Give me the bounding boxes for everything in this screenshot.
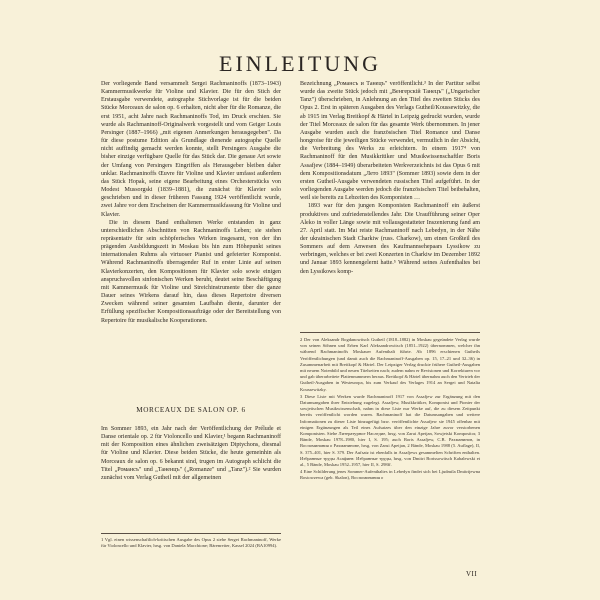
footnote: 3 Diese Liste mit Werken wurde Rachmaninoff 1917 von Assafjew zur Ergänzung mit den Datumsangaben ihrer Entstehung zugelegt. Assafjew, Musikkritiker, Komponist und Pionier der sowjetischen Musikwissenschaft, nahm in diese Liste nur Werke auf, die zu diesem Zeitpunkt bereits veröffentlicht worden waren. Rachmaninoff hat die Datumsangaben und weitere Informationen zu dieser Liste hinzugefügt bzw. veröffentlichte Assafjew sie 1945 offenbar mit einigen Ergänzungen als Teil eines Aufsatzes über den einzige Jahre zuvor verstorbenen Komponisten. Siehe Литературное Наследие, hrsg. von Zarui Apetjan, Sowjetski Kompositor, 3 Bände, Moskau 1978–1980, hier I, S. 195; auch Boris Assafjew, C.B. Рахманинов, in Воспоминания о Рахманинове, hrsg. von Zarui Apetjan, 2 Bände, Moskau 1988 (5. Auflage), II, S. 375–401, hier S. 379. Der Aufsatz ist ebenfalls in Assafjews gesammelten Schriften enthalten. Избранные труды Асафиев: Избранные труды, hrsg. von Dmitri Borissowitsch Kabalewski et al., 5 Bände, Moskau 1952–1957, hier II, S. 298ff. [300,393,480,468]
footnotes-right [300,337,480,483]
paragraph: 1893 war für den jungen Komponisten Rachmaninoff ein äußerst produktives und zufriedenstellendes Jahr. Die Uraufführung seiner Oper Aleko in voller Länge sowie mit vollausgestatteter Inszenierung fand am 27. April statt. Im Mai reiste Rachmaninoff nach Lebedyn, in der Nähe der ukrainischen Stadt Charkiw (russ. Charkow), um einen Großteil des Sommers auf dem Anwesen des Kaufmannsehepaars Lyssikow zu verbringen, welches er bei zwei Konzerten in Charkiw im Dezember 1892 und Januar 1893 kennengelernt hatte.⁵ Während seines Aufenthaltes bei den Lyssikows komp- [300,203,480,275]
right-column [300,80,480,276]
footnotes-left [101,537,281,550]
section-heading: MORCEAUX DE SALON OP. 6 [136,406,246,414]
footnote: 1 Vgl. einen wissenschaftlich-kritischen Ausgabe des Opus 2 siehe Sergei Rachmaninoff, Werke für Violoncello und Klavier, hrsg. von Daniela Macchione; Bärenreiter, Kassel 2024 (BA10994). [101,537,281,549]
footnote: 4 Eine Schilderung jenes Sommer-Aufenthaltes in Lebedyn findet sich bei Ljudmila Dmitrijewna Rostowzewa (geb. Skalon), Воспоминания о [300,469,480,481]
footnote: 2 Der von Aleksandr Bogdanowitsch Gutheil (1818–1882) in Moskau gegründete Verlag wurde von seinen Söhnen und Erben Karl Aleksandrowitsch (1851–1922) übernommen, welcher ihn während Rachmaninoffs Moskauer Aufenthalt führte. Ab 1896 erschienen Gutheils Veröffentlichungen (und damit auch die Rachmaninoff-Ausgaben op. 15, 17–21 und 32–36) in Zusammenarbeit mit Breitkopf & Härtel. Der Leipziger Verlag druckte frühere Gutheil-Ausgaben mit neuem Notenbild und neuen Titelseiten nach; zudem nahm er Revisionen und Korrekturen vor und gab überarbeitete Plattennummern heraus. Breitkopf & Härtel übernahm auch den Vertrieb der Gutheil-Ausgaben in Westeuropa, bis zum Verkauf des Verlages 1914 an Sergei und Natalia Koussewitzky. [300,337,480,392]
paragraph: Die in diesem Band enthaltenen Werke entstanden in ganz unterschiedlichen Abschnitten von Rachmaninoffs Leben; sie stehen repräsentativ für sein schöpferisches Wirken insgesamt, von der ihn prägenden Ausbildungszeit in Moskau bis hin zum Höhepunkt seines internationalen Ruhms als virtuoser Pianist und gefeierter Komponist. Während Rachmaninoffs überragender Ruf in erster Linie auf seinen Klavierkonzerten, den Kompositionen für Klavier solo sowie einigen anspruchsvollen sinfonischen Werken beruht, deutet seine Beschäftigung mit Kammermusik für Violine und Streichinstrumente über die ganze Dauer seines Wirkens darauf hin, dass dieses Repertoire diversen Zwecken während seiner gesamten Laufbahn diente, darunter der Erfüllung spezifischer Kompositionsaufträge oder der Bereitstellung von Repertoire für musikalische Kooperationen. [101,219,281,324]
paragraph: Im Sommer 1893, ein Jahr nach der Veröffentlichung der Prélude et Danse orientale op. 2 für Violoncello und Klavier,¹ begann Rachmaninoff mit der Komposition eines ähnlichen zweisätzigen Diptychons, diesmal für Violine und Klavier. Diese beiden Stücke, die heute gemeinhin als Morceaux de salon op. 6 bekannt sind, trugen im Autograph schlicht die Titel „Романсъ" und „Таненцъ" („Romanze" und „Tanz").² Sie wurden zunächst vom Verlag Gutheil mit der allgemeinen [101,426,281,481]
left-column [101,80,281,325]
footnote-divider-left [101,533,281,534]
page-number: VII [466,570,478,578]
left-column-section [101,425,281,482]
footnote-divider-right [300,332,480,333]
paragraph: Der vorliegende Band versammelt Sergei Rachmaninoffs (1873–1943) Kammermusikwerke für Violine und Klavier. Die für den Stich der Erstausgabe verwendete, autographe Stichvorlage ist für die beiden Stücke Morceaux de salon op. 6 erhalten, nicht aber für die Romanze, die erst 1951, acht Jahre nach Rachmaninoffs Tod, im Druck erschien. Sie wurde als Rachmaninoff-Originalwerk vorgestellt und vom Geiger Louis Persinger (1887–1966) „mit eigenen Anmerkungen herausgegeben". Da für diese postume Edition als Grundlage dienende autographe Quelle nicht auffindig gemacht werden konnte, stellt Persingers Ausgabe die bisher einzige verfügbare Quelle für das Stück dar. Die genaue Art sowie der Umfang von Persingers Eingriffen als Herausgeber bleiben daher unklar. Rachmaninoffs Œuvre für Violine und Klavier umfasst außerdem das Stück Hopak, seine eigene Bearbeitung eines Orchesterstücks von Modest Mussorgski (1839–1881), die zunächst für Klavier solo geschrieben und in dieser früheren Fassung 1924 veröffentlicht wurde, zwei Jahre vor dem Erscheinen der Kammermusikfassung für Violine und Klavier. [101,81,281,218]
paragraph: Bezeichnung „Романсъ и Танецъ" veröffentlicht.³ In der Partitur selbst wurde das zweite Stück jedoch mit „Венгерскiй Танецъ" („Ungarischer Tanz") überschrieben, in Anlehnung an den Titel des zweiten Stücks des Opus 2. Erst in späteren Ausgaben des Verlags Gutheil/Koussewitzky, die ab 1915 im Verlag Breitkopf & Härtel in Leipzig gedruckt wurden, wurde der Titel Morceaux de salon für das gesamte Werk übernommen. In jener Ausgabe wurden auch die französischen Titel Romance und Danse hongroise für die jeweiligen Stücke verwendet, vermutlich in der Absicht, die Verbreitung des Werks zu erleichtern. In einem 1917⁴ von Rachmaninoff für den Musikkritiker und Musikwissenschaftler Boris Assafjew (1884–1949) überarbeiteten Werkverzeichnis ist das Opus 6 mit dem Kompositionsdatum „Лето 1893" (Sommer 1893) sowie dem in der ersten Gutheil-Ausgabe verwendeten russischen Titel aufgeführt. In der vorliegenden Ausgabe werden jedoch die französischen Titel beibehalten, weil sie bereits zu Lebzeiten des Komponisten … [300,81,480,202]
page-title: EINLEITUNG [219,50,381,76]
